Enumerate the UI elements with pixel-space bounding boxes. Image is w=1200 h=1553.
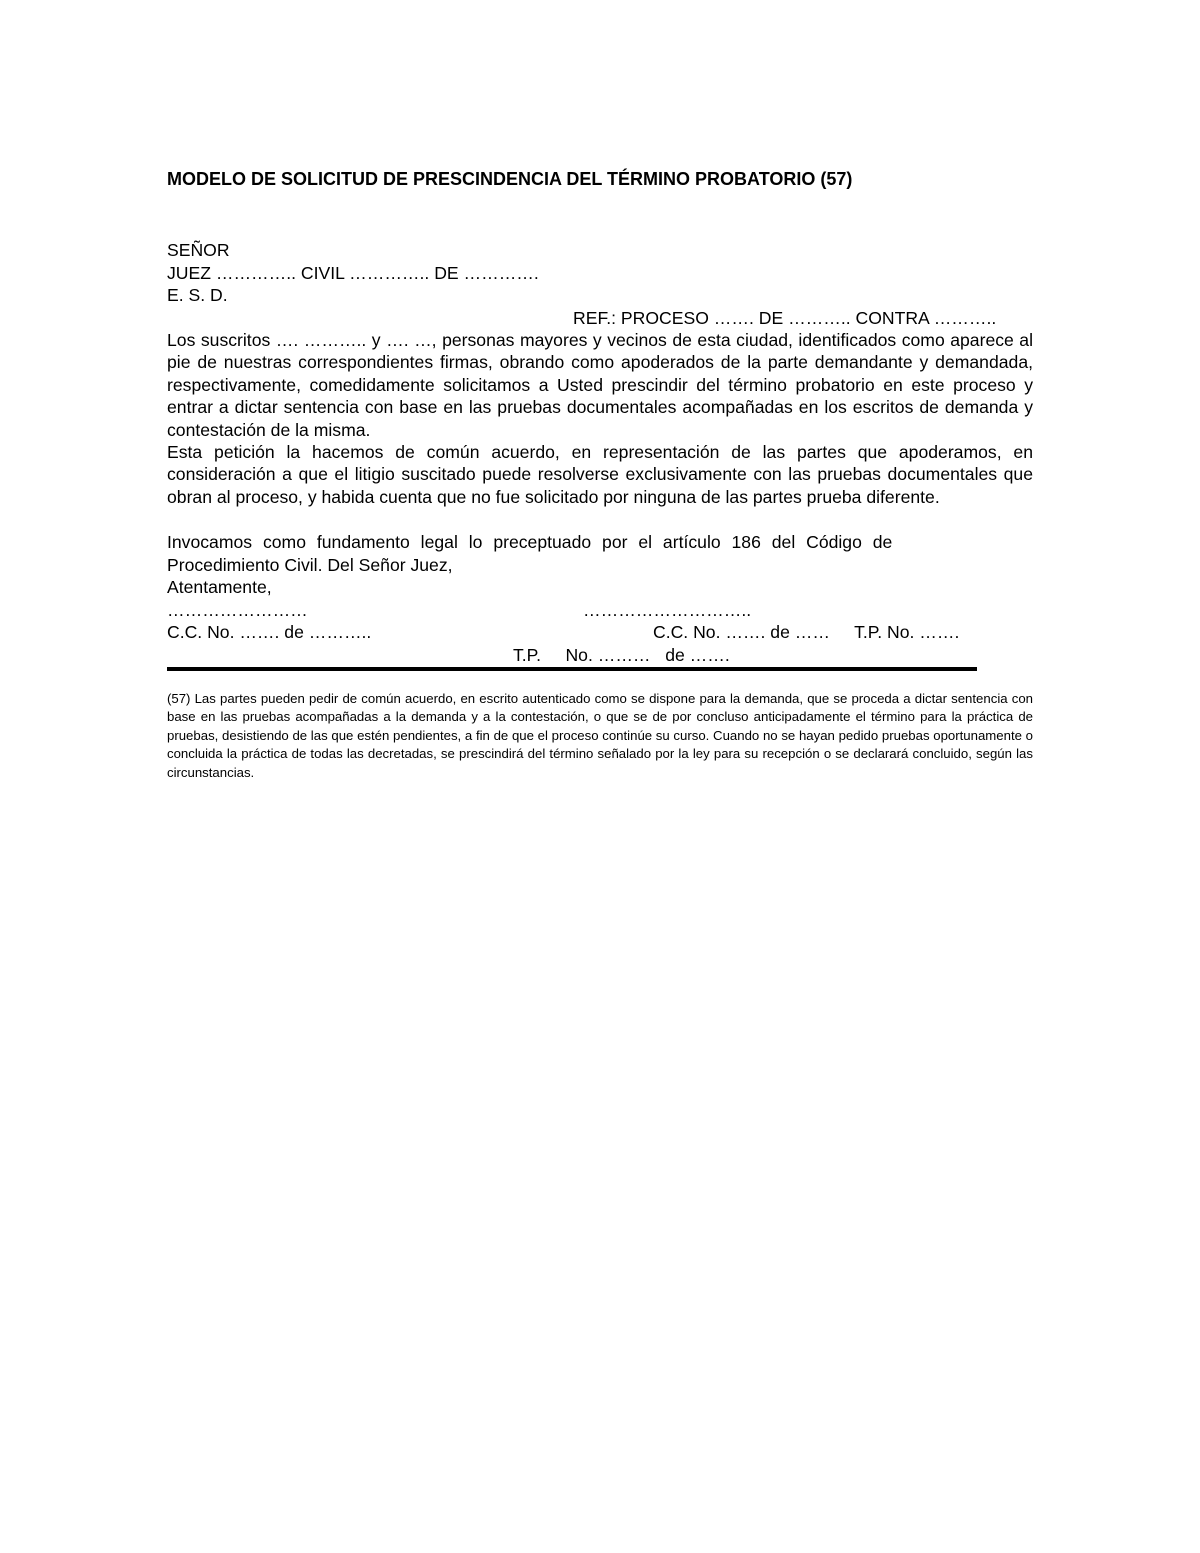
document-title: MODELO DE SOLICITUD DE PRESCINDENCIA DEL TÉRMINO PROBATORIO (57) — [167, 169, 853, 189]
footnote-separator — [167, 667, 977, 671]
closing-line: Atentamente, — [167, 577, 272, 597]
body-paragraphs — [167, 329, 1033, 508]
paragraph-1: Los suscritos …. ……….. y …. …, personas mayores y vecinos de esta ciudad, identificados como aparece al pie de nuestras correspondientes firmas, obrando como apoderados de la parte demandante y demandada, respectivamente, comedidamente solicitamos a Usted prescindir del término probatorio en este proceso y entrar a dictar sentencia con base en las pruebas documentales acompañadas en los escritos de demanda y contestación de la misma. — [167, 330, 1033, 440]
signature-right-id: C.C. No. ……. de …… T.P. No. ……. — [653, 622, 960, 642]
signature-left-dots: …………………… — [167, 600, 308, 620]
addressee-line-3: E. S. D. — [167, 285, 228, 305]
paragraph-3-line-1: Invocamos como fundamento legal lo preceptuado por el artículo 186 del Código de — [167, 532, 893, 552]
signature-right-tp: T.P. No. ……… de ……. — [513, 645, 730, 665]
signature-left-id: C.C. No. ……. de ……….. — [167, 622, 372, 642]
footnote-57: (57) Las partes pueden pedir de común acuerdo, en escrito autenticado como se dispone para la demanda, que se proceda a dictar sentencia con base en las pruebas acompañadas a la demanda y a la contestación, o que se de por concluso anticipadamente el término para la práctica de pruebas, desistiendo de las que estén pendientes, a fin de que el proceso continúe su curso. Cuando no se hayan pedido pruebas oportunamente o concluida la práctica de todas las decretadas, se prescindirá del término señalado por la ley para su recepción o se declarará concluido, según las circunstancias. — [167, 691, 1033, 780]
addressee-line-2: JUEZ ………….. CIVIL ………….. DE …………. — [167, 263, 539, 283]
paragraph-2: Esta petición la hacemos de común acuerdo, en representación de las partes que apoderamos, en consideración a que el litigio suscitado puede resolverse exclusivamente con las pruebas documentales que obran al proceso, y habida cuenta que no fue solicitado por ninguna de las partes prueba diferente. — [167, 442, 1033, 507]
paragraph-3-line-2: Procedimiento Civil. Del Señor Juez, — [167, 555, 453, 575]
signature-right-dots: ……………………….. — [583, 600, 752, 620]
addressee-line-1: SEÑOR — [167, 240, 230, 260]
reference-line: REF.: PROCESO ……. DE ……….. CONTRA ……….. — [573, 308, 997, 328]
